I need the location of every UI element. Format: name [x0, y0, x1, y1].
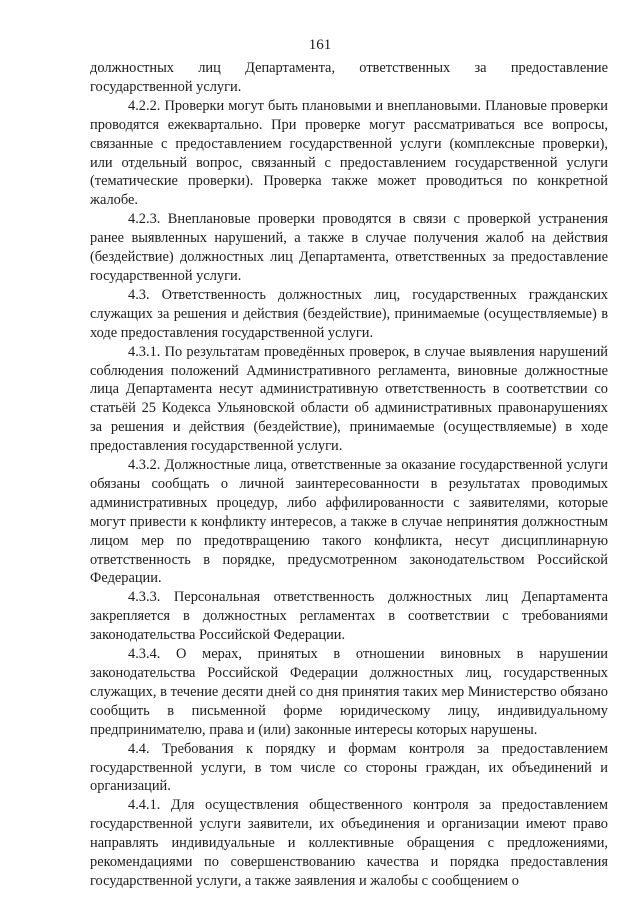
paragraph-4-4: 4.4. Требования к порядку и формам контроля за предоставлением государственной услуги, в том числе со стороны граждан, их объединений и организаций.	[90, 740, 608, 795]
paragraph-4-3-2: 4.3.2. Должностные лица, ответственные за оказание государственной услуги обязаны сообщать о личной заинтересованности в результатах проводимых административных процедур, либо аффилированности с заявителями, которые могут привести к конфликту интересов, а также в случае непринятия должностным лицом мер по предотвращению такого конфликта, несут дисциплинарную ответственность в порядке, предусмотренном законодательством Российской Федерации.	[90, 457, 608, 587]
paragraph-4-3-4: 4.3.4. О мерах, принятых в отношении виновных в нарушении законодательства Российской Федерации должностных лиц, государственных служащих, в течение десяти дней со дня принятия таких мер Министерство обязано сообщить в письменной форме юридическому лицу, индивидуальному предпринимателю, права и (или) законные интересы которых нарушены.	[90, 646, 608, 738]
paragraph-4-2-2: 4.2.2. Проверки могут быть плановыми и внеплановыми. Плановые проверки проводятся ежеквартально. При проверке могут рассматриваться все вопросы, связанные с предоставлением государственной услуги (комплексные проверки), или отдельный вопрос, связанный с предоставлением государственной услуги (тематические проверки). Проверка также может проводиться по конкретной жалобе.	[90, 97, 608, 209]
paragraph-continuation: должностных лиц Департамента, ответственных за предоставление государственной услуги.	[90, 60, 608, 95]
paragraph-4-4-1: 4.4.1. Для осуществления общественного контроля за предоставлением государственной услуги заявители, их объединения и организации имеют право направлять индивидуальные и коллективные обращения с предложениями, рекомендациями по совершенствованию качества и порядка предоставления государственной услуги, а также заявления и жалобы с сообщением о	[90, 797, 608, 889]
page-number: 161	[308, 37, 332, 53]
paragraph-4-2-3: 4.2.3. Внеплановые проверки проводятся в связи с проверкой устранения ранее выявленных нарушений, а также в случае получения жалоб на действия (бездействие) должностных лиц Департамента, ответственных за предоставление государственной услуги.	[90, 211, 608, 284]
paragraph-4-3: 4.3. Ответственность должностных лиц, государственных гражданских служащих за решения и действия (бездействие), принимаемые (осуществляемые) в ходе предоставления государственной услуги.	[90, 286, 608, 341]
paragraph-4-3-3: 4.3.3. Персональная ответственность должностных лиц Департамента закрепляется в должностных регламентах в соответствии с требованиями законодательства Российской Федерации.	[90, 589, 608, 644]
paragraph-4-3-1: 4.3.1. По результатам проведённых проверок, в случае выявления нарушений соблюдения положений Административного регламента, виновные должностные лица Департамента несут административную ответственность в соответствии со статьёй 25 Кодекса Ульяновской области об административных правонарушениях за решения и действия (бездействие), принимаемые (осуществляемые) в ходе предоставления государственной услуги.	[90, 343, 608, 455]
document-body	[90, 59, 608, 891]
